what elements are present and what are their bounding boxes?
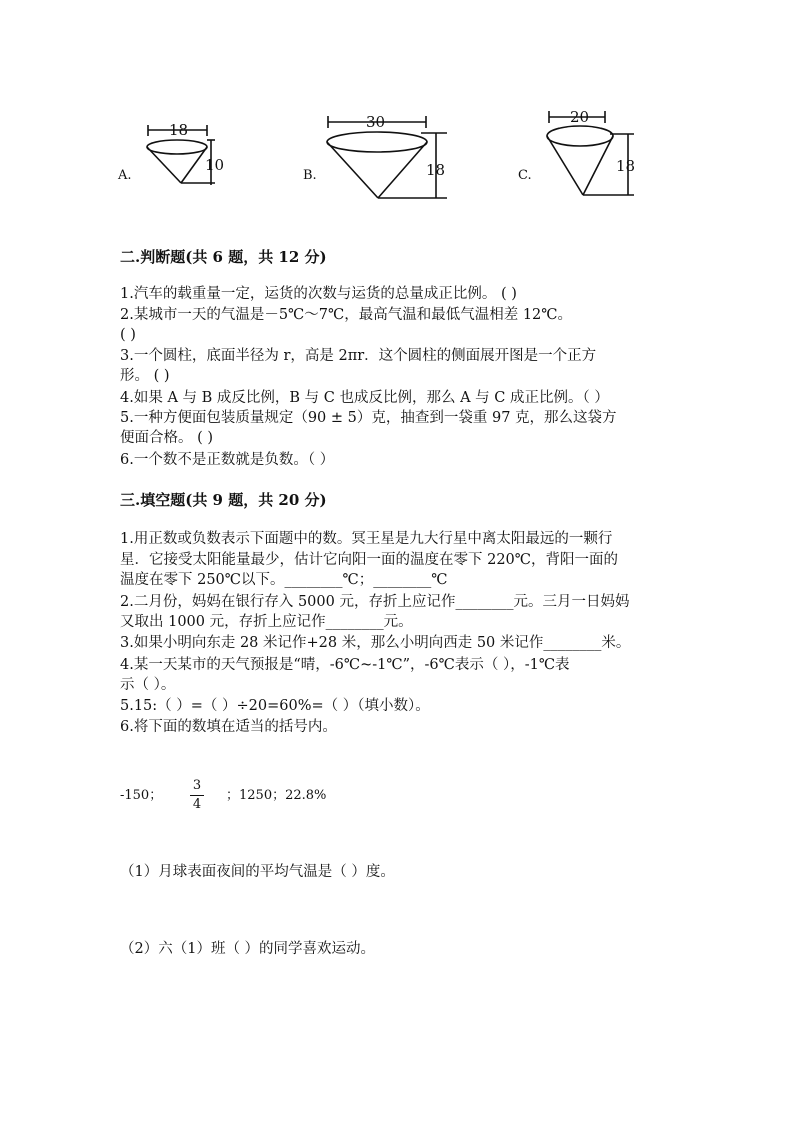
question-line: 3.如果小明向东走 28 米记作+28 米，那么小明向西走 50 米记作________米。 [120, 635, 631, 651]
cone-a-height: 10 [205, 156, 225, 174]
question-line: 便面合格。 ( ) [120, 430, 214, 446]
question-line: 6.一个数不是正数就是负数。（ ） [120, 452, 335, 468]
option-b-label: B. [303, 168, 317, 183]
fraction-bar [190, 795, 204, 796]
question-line: 1.用正数或负数表示下面题中的数。冥王星是九大行星中离太阳最远的一颗行 [120, 531, 613, 547]
question-line: 6.将下面的数填在适当的括号内。 [120, 719, 337, 735]
cone-c [547, 111, 634, 195]
section-2-heading: 二.判断题(共 6 题，共 12 分) [120, 248, 327, 266]
question-line: 4.如果 A 与 B 成反比例，B 与 C 也成反比例，那么 A 与 C 成正比例。（ ） [120, 390, 609, 406]
question-line: 5.15:（ ）=（ ）÷20=60%=（ ）（填小数）。 [120, 698, 430, 714]
cone-c-diameter: 20 [570, 108, 590, 126]
fraction-denominator: 4 [192, 797, 202, 812]
cone-figures [115, 100, 655, 210]
question-line: 4.某一天某市的天气预报是“晴，-6℃~-1℃”，-6℃表示（ ），-1℃表 [120, 657, 570, 673]
question-line: 形。 ( ) [120, 368, 170, 384]
question-line: 1.汽车的载重量一定，运货的次数与运货的总量成正比例。 ( ) [120, 286, 517, 302]
cone-c-height: 18 [616, 157, 636, 175]
option-a-label: A. [118, 168, 132, 183]
question-line: 温度在零下 250℃以下。________℃；________℃ [120, 572, 448, 588]
numbers-after: ；1250；22.8% [226, 788, 327, 803]
cone-b [327, 116, 447, 198]
cone-b-diameter: 30 [366, 113, 386, 131]
question-line: 2.二月份，妈妈在银行存入 5000 元，存折上应记作________元。三月一日妈妈 [120, 594, 630, 610]
sub-question-2: （2）六（1）班（ ）的同学喜欢运动。 [120, 941, 376, 957]
fraction-three-quarters [190, 778, 204, 813]
question-line: 星．它接受太阳能量最少，估计它向阳一面的温度在零下 220℃，背阳一面的 [120, 552, 619, 568]
numbers-before: -150； [120, 788, 163, 803]
question-line: 示（ ）。 [120, 677, 176, 693]
section-3-heading: 三.填空题(共 9 题，共 20 分) [120, 491, 327, 509]
question-line: 3.一个圆柱，底面半径为 r，高是 2πr．这个圆柱的侧面展开图是一个正方 [120, 348, 597, 364]
cone-b-height: 18 [426, 161, 446, 179]
option-c-label: C. [518, 168, 532, 183]
question-line: 5.一种方便面包装质量规定（90 ± 5）克，抽查到一袋重 97 克，那么这袋方 [120, 410, 617, 426]
question-line: ( ) [120, 327, 136, 343]
cone-a-diameter: 18 [169, 121, 189, 139]
fraction-numerator: 3 [192, 778, 202, 793]
question-line: 2.某城市一天的气温是－5℃～7℃，最高气温和最低气温相差 12℃。 [120, 307, 573, 323]
question-line: 又取出 1000 元，存折上应记作________元。 [120, 614, 413, 630]
sub-question-1: （1）月球表面夜间的平均气温是（ ）度。 [120, 864, 395, 880]
